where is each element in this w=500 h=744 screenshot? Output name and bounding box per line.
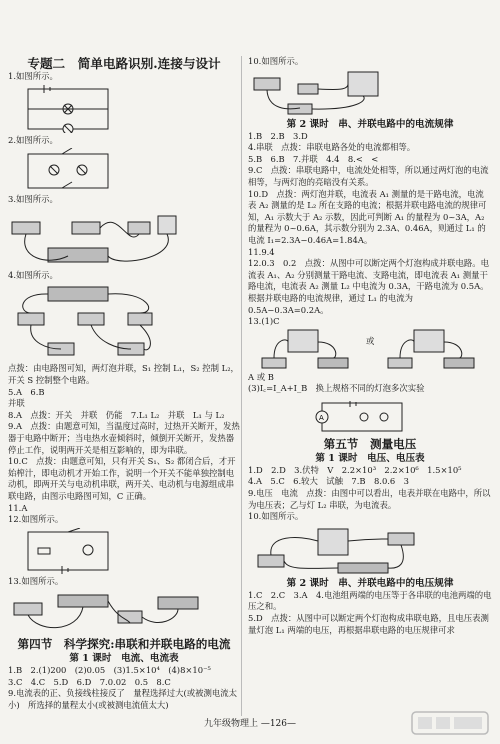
circuit-diagram-r13 — [308, 397, 418, 435]
page-footer: 九年级物理上 —126— — [203, 719, 297, 729]
r-answer-13-ab: A 或 B — [248, 371, 274, 382]
answer-5b: 并联 — [8, 398, 25, 409]
lesson-2-title: 第 2 课时 串、并联电路中的电流规律 — [286, 118, 454, 130]
lesson-5-1-title: 第 1 课时 电压、电压表 — [315, 452, 425, 464]
r-answer-5: 5.B 6.B 7.并联 4.4 8.< < — [248, 153, 379, 164]
section-5-title: 第五节 测量电压 — [323, 436, 417, 451]
answer-10: 10.C 点拨：由题意可知，只有开关 S₁、S₂ 都闭合后，才开始榨汁，即电动机才开始工作，说明一个开关不能单独控制电动机，即两开关与电动机串联，两开关、电动机与电源组成串联电路，由图示电路图可知，C 正确。 — [8, 456, 236, 501]
watermark-logo — [410, 708, 490, 738]
wiring-diagram-13a — [258, 328, 358, 372]
circuit-diagram-12 — [8, 528, 118, 574]
r-answer-10: 10.如图所示。 — [248, 56, 304, 66]
answer-3: 3.如图所示。 — [8, 194, 58, 205]
hint-4: 点拨：由电路图可知，两灯泡并联，S₁ 控制 L₁，S₂ 控制 L₂，开关 S 控制整个电路。 — [8, 363, 239, 385]
right-column — [248, 56, 492, 636]
section-4-title: 第四节 科学探究:串联和并联电路的电流 — [17, 637, 231, 652]
circuit-diagram-1 — [8, 85, 118, 133]
answer-12: 12.如图所示。 — [8, 514, 64, 525]
wiring-diagram-13b — [384, 328, 484, 372]
answer-2: 2.如图所示。 — [8, 134, 58, 145]
circuit-diagram-2 — [8, 148, 118, 192]
wiring-diagram-4 — [8, 283, 188, 361]
answer-9: 9.A 点拨：由题意可知，当温度过高时，过热开关断开，发热器于电路中断开；当电热水壶倾斜时，倾倒开关断开，发热器停止工作，说明两开关是相互影响的，即为串联。 — [8, 421, 240, 455]
lesson-1-title: 第 1 课时 电流、电流表 — [69, 653, 179, 665]
column-divider — [241, 56, 242, 716]
topic-title: 专题二 简单电路识别.连接与设计 — [27, 56, 221, 71]
answer-4: 4.如图所示。 — [8, 269, 58, 280]
answer-11: 11.A — [8, 502, 28, 513]
wiring-diagram-v10 — [248, 525, 448, 575]
r-answer-11: 11.9.4 — [248, 246, 275, 257]
lesson1-answer-3: 3.C 4.C 5.D 6.D 7.0.02 0.5 8.C — [8, 676, 171, 687]
v-answer-4: 4.A 5.C 6.较大 试触 7.B 8.0.6 3 — [248, 476, 409, 487]
r-answer-13: 13.(1)C — [248, 316, 280, 327]
wiring-diagram-3 — [8, 208, 188, 268]
v-answer-1: 1.D 2.D 3.伏特 V 2.2×10³ 2.2×10⁶ 1.5×10⁵ — [248, 464, 462, 475]
lesson1-answer-9: 9.电流表的正、负接线柱接反了 量程选择过大(或被测电流太小) 所选择的量程太小(或被测电流值太大) — [8, 688, 238, 711]
answer-13: 13.如图所示。 — [8, 575, 64, 586]
r-answer-9: 9.C 点拨：串联电路中，电流处处相等，所以通过两灯泡的电流相等，与两灯泡的亮暗没有关系。 — [248, 165, 489, 187]
left-column — [8, 56, 240, 712]
answer-8: 8.A 点拨：开关 并联 仍能 7.L₁ L₂ 并联 L₁ 与 L₂ — [8, 409, 225, 420]
wiring-figures-13 — [248, 328, 492, 372]
lesson1-answer-1: 1.B 2.(1)200 (2)0.05 (3)1.5×10⁴ (4)8×10⁻⁵ — [8, 665, 211, 676]
r-answer-4: 4.串联 点拨：串联电路各处的电流都相等。 — [248, 142, 416, 153]
wiring-diagram-r10 — [248, 70, 408, 116]
answer-1: 1.如图所示。 — [8, 71, 58, 81]
lesson-5-2-title: 第 2 课时 串、并联电路中的电压规律 — [286, 577, 454, 589]
r-answer-10-calc: 10.D 点拨：两灯泡并联，电流表 A₁ 测量的是干路电流，电流表 A₂ 测量的是 L₂ 所在支路的电流；根据并联电路电流的规律可知，A₁ 示数大于 A₂ 示数，因此可判断 A₁ 的量程为 0~3A，A₂ 的量程为 0~0.6A，其示数分别为 2.3A、0.46A，则通过 L₁ 的电流 I₁=2.3A−0.46A=1.84A。 — [248, 188, 487, 245]
r-answer-1: 1.B 2.B 3.D — [248, 130, 308, 141]
or-label: 或 — [366, 335, 375, 346]
v-answer-9: 9.电压 电流 点拨：由图中可以看出，电表并联在电路中，所以为电压表；乙与灯 L₂ 串联，为电流表。 — [248, 488, 491, 510]
w-answer-5: 5.D 点拨：从图中可以断定两个灯泡构成串联电路，且电压表测量灯泡 L₁ 两端的电压，再根据串联电路的电压规律可求 — [248, 613, 489, 635]
v-answer-10: 10.如图所示。 — [248, 511, 304, 522]
wiring-diagram-13 — [8, 589, 208, 635]
w-answer-1: 1.C 2.C 3.A 4.电池组两端的电压等于各串联的电池两端的电压之和。 — [248, 589, 492, 612]
answer-5: 5.A 6.B — [8, 386, 45, 397]
r-answer-13-3: (3)I꜀=I_A+I_B 换上规格不同的灯泡多次实验 — [248, 383, 425, 394]
r-answer-12: 12.0.3 0.2 点拨：从图中可以断定两个灯泡构成并联电路。电流表 A₁、A₂ 分别测量干路电流、支路电流，即电流表 A₁ 测量干路电流，电流表 A₂ 测量 L₂ 中电流为 0.3A，干路电流为 0.5A。根据并联电路的电流规律，通过 L₁ 的电流为 0.5A−0.3A=0.2A。 — [248, 258, 489, 315]
svg-text:A: A — [319, 413, 324, 422]
